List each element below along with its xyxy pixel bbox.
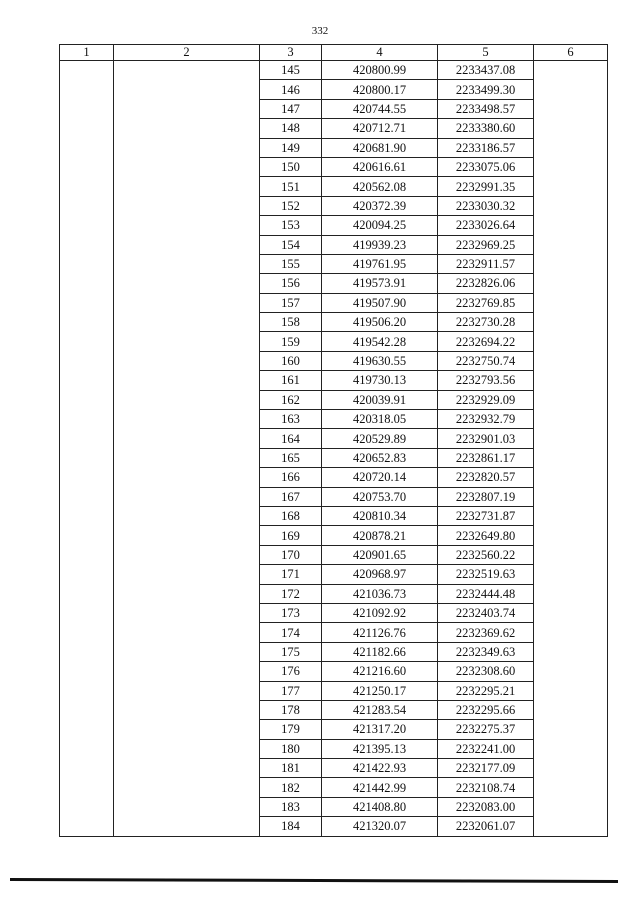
x-coordinate: 419730.13 (322, 371, 438, 390)
y-coordinate: 2232861.17 (438, 448, 534, 467)
x-coordinate: 419630.55 (322, 351, 438, 370)
point-number: 179 (260, 720, 322, 739)
x-coordinate: 420652.83 (322, 448, 438, 467)
y-coordinate: 2232519.63 (438, 565, 534, 584)
point-number: 166 (260, 468, 322, 487)
point-number: 170 (260, 545, 322, 564)
y-coordinate: 2232369.62 (438, 623, 534, 642)
x-coordinate: 421036.73 (322, 584, 438, 603)
x-coordinate: 420800.99 (322, 61, 438, 80)
x-coordinate: 419573.91 (322, 274, 438, 293)
point-number: 168 (260, 506, 322, 525)
y-coordinate: 2232295.66 (438, 700, 534, 719)
x-coordinate: 420810.34 (322, 506, 438, 525)
y-coordinate: 2233075.06 (438, 157, 534, 176)
y-coordinate: 2232275.37 (438, 720, 534, 739)
table-body (60, 61, 608, 837)
y-coordinate: 2233498.57 (438, 99, 534, 118)
point-number: 157 (260, 293, 322, 312)
x-coordinate: 421182.66 (322, 642, 438, 661)
x-coordinate: 420562.08 (322, 177, 438, 196)
point-number: 183 (260, 797, 322, 816)
coordinates-table (59, 44, 608, 837)
point-number: 145 (260, 61, 322, 80)
y-coordinate: 2232731.87 (438, 506, 534, 525)
point-number: 148 (260, 119, 322, 138)
x-coordinate: 419761.95 (322, 254, 438, 273)
x-coordinate: 421317.20 (322, 720, 438, 739)
x-coordinate: 420968.97 (322, 565, 438, 584)
y-coordinate: 2232769.85 (438, 293, 534, 312)
column-header-5: 5 (438, 45, 534, 61)
x-coordinate: 419542.28 (322, 332, 438, 351)
x-coordinate: 420878.21 (322, 526, 438, 545)
column-header-6: 6 (534, 45, 608, 61)
column-header-3: 3 (260, 45, 322, 61)
y-coordinate: 2232820.57 (438, 468, 534, 487)
y-coordinate: 2232177.09 (438, 759, 534, 778)
y-coordinate: 2233499.30 (438, 80, 534, 99)
y-coordinate: 2233186.57 (438, 138, 534, 157)
x-coordinate: 421250.17 (322, 681, 438, 700)
x-coordinate: 420800.17 (322, 80, 438, 99)
y-coordinate: 2232403.74 (438, 603, 534, 622)
y-coordinate: 2232932.79 (438, 410, 534, 429)
y-coordinate: 2233026.64 (438, 216, 534, 235)
y-coordinate: 2232730.28 (438, 313, 534, 332)
point-number: 160 (260, 351, 322, 370)
point-number: 155 (260, 254, 322, 273)
x-coordinate: 420039.91 (322, 390, 438, 409)
point-number: 152 (260, 196, 322, 215)
x-coordinate: 421422.93 (322, 759, 438, 778)
point-number: 167 (260, 487, 322, 506)
y-coordinate: 2232108.74 (438, 778, 534, 797)
x-coordinate: 421216.60 (322, 662, 438, 681)
point-number: 184 (260, 817, 322, 836)
y-coordinate: 2232649.80 (438, 526, 534, 545)
y-coordinate: 2233030.32 (438, 196, 534, 215)
y-coordinate: 2232308.60 (438, 662, 534, 681)
blank-cell-col2 (114, 61, 260, 837)
point-number: 169 (260, 526, 322, 545)
point-number: 146 (260, 80, 322, 99)
point-number: 181 (260, 759, 322, 778)
point-number: 171 (260, 565, 322, 584)
point-number: 161 (260, 371, 322, 390)
y-coordinate: 2232807.19 (438, 487, 534, 506)
x-coordinate: 419506.20 (322, 313, 438, 332)
page-number: 332 (311, 25, 329, 37)
y-coordinate: 2232969.25 (438, 235, 534, 254)
point-number: 182 (260, 778, 322, 797)
x-coordinate: 421442.99 (322, 778, 438, 797)
y-coordinate: 2232929.09 (438, 390, 534, 409)
x-coordinate: 421320.07 (322, 817, 438, 836)
y-coordinate: 2232349.63 (438, 642, 534, 661)
y-coordinate: 2232911.57 (438, 254, 534, 273)
x-coordinate: 421126.76 (322, 623, 438, 642)
x-coordinate: 420318.05 (322, 410, 438, 429)
y-coordinate: 2232793.56 (438, 371, 534, 390)
point-number: 153 (260, 216, 322, 235)
x-coordinate: 420529.89 (322, 429, 438, 448)
x-coordinate: 421283.54 (322, 700, 438, 719)
y-coordinate: 2232991.35 (438, 177, 534, 196)
y-coordinate: 2232826.06 (438, 274, 534, 293)
x-coordinate: 420712.71 (322, 119, 438, 138)
x-coordinate: 420372.39 (322, 196, 438, 215)
x-coordinate: 420753.70 (322, 487, 438, 506)
point-number: 175 (260, 642, 322, 661)
point-number: 158 (260, 313, 322, 332)
footer-rule (10, 878, 618, 883)
x-coordinate: 421408.80 (322, 797, 438, 816)
y-coordinate: 2232694.22 (438, 332, 534, 351)
column-header-4: 4 (322, 45, 438, 61)
x-coordinate: 420094.25 (322, 216, 438, 235)
point-number: 164 (260, 429, 322, 448)
y-coordinate: 2233437.08 (438, 61, 534, 80)
y-coordinate: 2232901.03 (438, 429, 534, 448)
column-header-2: 2 (114, 45, 260, 61)
x-coordinate: 420744.55 (322, 99, 438, 118)
y-coordinate: 2233380.60 (438, 119, 534, 138)
header-row (60, 45, 608, 61)
x-coordinate: 420681.90 (322, 138, 438, 157)
y-coordinate: 2232444.48 (438, 584, 534, 603)
y-coordinate: 2232061.07 (438, 817, 534, 836)
point-number: 165 (260, 448, 322, 467)
x-coordinate: 421395.13 (322, 739, 438, 758)
point-number: 150 (260, 157, 322, 176)
x-coordinate: 419507.90 (322, 293, 438, 312)
point-number: 156 (260, 274, 322, 293)
y-coordinate: 2232295.21 (438, 681, 534, 700)
point-number: 154 (260, 235, 322, 254)
x-coordinate: 420616.61 (322, 157, 438, 176)
point-number: 174 (260, 623, 322, 642)
x-coordinate: 420901.65 (322, 545, 438, 564)
point-number: 176 (260, 662, 322, 681)
point-number: 149 (260, 138, 322, 157)
point-number: 177 (260, 681, 322, 700)
y-coordinate: 2232241.00 (438, 739, 534, 758)
table-row (60, 61, 608, 80)
point-number: 162 (260, 390, 322, 409)
x-coordinate: 419939.23 (322, 235, 438, 254)
point-number: 147 (260, 99, 322, 118)
point-number: 172 (260, 584, 322, 603)
point-number: 151 (260, 177, 322, 196)
point-number: 173 (260, 603, 322, 622)
point-number: 180 (260, 739, 322, 758)
blank-cell-col6 (534, 61, 608, 837)
y-coordinate: 2232560.22 (438, 545, 534, 564)
x-coordinate: 420720.14 (322, 468, 438, 487)
x-coordinate: 421092.92 (322, 603, 438, 622)
y-coordinate: 2232083.00 (438, 797, 534, 816)
y-coordinate: 2232750.74 (438, 351, 534, 370)
blank-cell-col1 (60, 61, 114, 837)
point-number: 178 (260, 700, 322, 719)
column-header-1: 1 (60, 45, 114, 61)
point-number: 163 (260, 410, 322, 429)
point-number: 159 (260, 332, 322, 351)
